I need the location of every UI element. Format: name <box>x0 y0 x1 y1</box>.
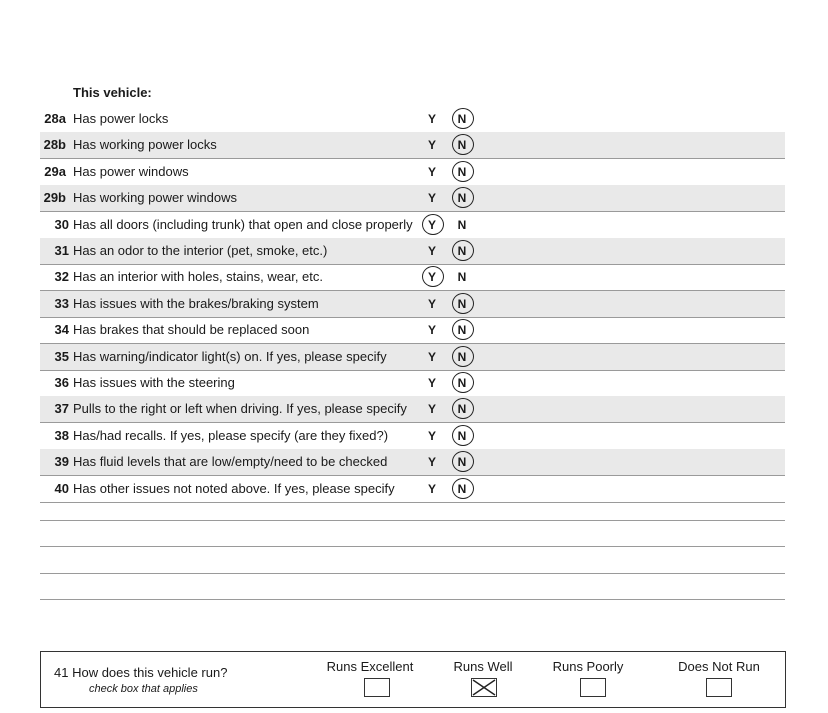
no-option[interactable] <box>451 476 473 502</box>
question-number: 37 <box>54 401 69 417</box>
option-label-runs-poorly: Runs Poorly <box>552 659 624 674</box>
no-label: N <box>457 244 467 258</box>
question-row <box>40 185 785 212</box>
no-label: N <box>457 164 467 179</box>
question-number: 31 <box>54 243 69 258</box>
question-number: 30 <box>54 216 69 232</box>
no-option[interactable] <box>451 370 473 396</box>
answer-circle-icon <box>452 425 474 446</box>
question-row <box>40 264 785 291</box>
question-number: 33 <box>54 295 69 311</box>
question-number: 38 <box>54 427 69 443</box>
answer-circle-icon <box>452 372 474 393</box>
answer-circle-icon <box>452 319 474 340</box>
no-label: N <box>457 349 467 364</box>
question-number: 34 <box>54 322 69 338</box>
question-row <box>40 106 785 133</box>
question-number: 39 <box>54 454 69 470</box>
yes-option[interactable] <box>421 212 443 238</box>
no-option[interactable] <box>451 106 473 132</box>
yes-label: Y <box>427 112 436 126</box>
yes-label: Y <box>427 428 436 443</box>
answer-circle-icon <box>452 451 474 472</box>
answer-circle-icon <box>422 214 444 235</box>
option-label-does-not-run: Does Not Run <box>678 659 760 674</box>
no-option[interactable] <box>451 344 473 370</box>
question-text: Has warning/indicator light(s) on. If yes, please specify <box>73 348 387 364</box>
yes-option[interactable] <box>421 317 443 343</box>
answer-circle-icon <box>452 187 474 208</box>
checkbox-runs-poorly[interactable] <box>580 678 606 697</box>
no-option[interactable] <box>451 238 473 264</box>
yes-option[interactable] <box>421 370 443 396</box>
question-number: 32 <box>54 269 69 285</box>
yes-label: Y <box>427 244 436 258</box>
yes-label: Y <box>427 349 436 364</box>
section-heading: This vehicle: <box>73 85 152 100</box>
question-number: 29b <box>43 190 66 206</box>
yes-option[interactable] <box>421 396 443 422</box>
no-option[interactable] <box>451 291 473 317</box>
no-option[interactable] <box>451 423 473 449</box>
yes-option[interactable] <box>421 132 443 158</box>
answer-circle-icon <box>452 134 474 155</box>
question-row <box>40 370 785 397</box>
no-option[interactable] <box>451 264 473 290</box>
yes-label: Y <box>427 376 436 390</box>
yes-option[interactable] <box>421 159 443 185</box>
question-row <box>40 291 785 318</box>
question-text: Has working power locks <box>73 137 217 153</box>
no-label: N <box>457 455 467 470</box>
question-text: Pulls to the right or left when driving. If yes, please specify <box>73 401 407 417</box>
question-row <box>40 159 785 186</box>
question-row <box>40 396 785 423</box>
answer-circle-icon <box>452 108 474 129</box>
yes-label: Y <box>427 402 436 417</box>
option-label-runs-excellent: Runs Excellent <box>326 659 414 674</box>
question-text: Has issues with the steering <box>73 375 235 390</box>
answer-circle-icon <box>452 293 474 314</box>
yes-label: Y <box>427 138 436 153</box>
question-text: Has all doors (including trunk) that open and close properly <box>73 216 413 232</box>
no-label: N <box>457 376 467 390</box>
answer-circle-icon <box>452 478 474 499</box>
yes-label: Y <box>427 164 436 179</box>
question-row <box>40 423 785 450</box>
question-text: Has an interior with holes, stains, wear, etc. <box>73 269 324 285</box>
question-number: 40 <box>54 480 69 496</box>
no-label: N <box>457 112 467 126</box>
question-row <box>40 238 785 265</box>
yes-option[interactable] <box>421 291 443 317</box>
yes-label: Y <box>427 296 436 311</box>
yes-option[interactable] <box>421 185 443 211</box>
no-label: N <box>457 323 467 338</box>
checkbox-runs-excellent[interactable] <box>364 678 390 697</box>
yes-option[interactable] <box>421 423 443 449</box>
question-row <box>40 317 785 344</box>
no-option[interactable] <box>451 449 473 475</box>
yes-option[interactable] <box>421 238 443 264</box>
blank-line[interactable] <box>40 520 785 521</box>
answer-circle-icon <box>422 266 444 287</box>
question-row <box>40 449 785 476</box>
yes-label: Y <box>427 323 436 338</box>
answer-circle-icon <box>452 161 474 182</box>
run-condition-question <box>40 651 786 708</box>
no-option[interactable] <box>451 159 473 185</box>
question-number: 36 <box>54 375 69 390</box>
checkbox-runs-well[interactable] <box>471 678 497 697</box>
question-text: Has other issues not noted above. If yes, please specify <box>73 480 395 496</box>
no-label: N <box>457 481 467 496</box>
no-option[interactable] <box>451 317 473 343</box>
question-text: Has working power windows <box>73 190 238 206</box>
yes-label: Y <box>427 217 436 232</box>
question-number: 28b <box>43 137 66 153</box>
no-label: N <box>457 191 467 206</box>
question-text: Has power windows <box>73 163 189 179</box>
yes-label: Y <box>427 191 436 206</box>
yes-option[interactable] <box>421 476 443 502</box>
question-text: Has power locks <box>73 111 169 126</box>
no-label: N <box>457 270 467 285</box>
no-label: N <box>457 428 467 443</box>
blank-line[interactable] <box>40 599 785 600</box>
option-label-runs-well: Runs Well <box>453 659 513 674</box>
x-mark-icon <box>472 679 496 696</box>
no-label: N <box>457 217 467 232</box>
answer-circle-icon <box>452 346 474 367</box>
yes-option[interactable] <box>421 344 443 370</box>
run-question-instruction: check box that applies <box>89 683 198 695</box>
no-label: N <box>457 402 467 417</box>
question-number: 35 <box>54 348 69 364</box>
blank-line[interactable] <box>40 573 785 574</box>
question-text: Has fluid levels that are low/empty/need to be checked <box>73 454 388 470</box>
question-text: Has brakes that should be replaced soon <box>73 322 310 338</box>
no-option[interactable] <box>451 396 473 422</box>
run-question-label: 41 How does this vehicle run? <box>54 665 228 680</box>
answer-circle-icon <box>452 398 474 419</box>
question-row <box>40 476 785 503</box>
no-option[interactable] <box>451 132 473 158</box>
no-label: N <box>457 296 467 311</box>
question-text: Has/had recalls. If yes, please specify (are they fixed?) <box>73 427 389 443</box>
yes-label: Y <box>427 270 436 285</box>
yes-label: Y <box>427 455 436 470</box>
yes-option[interactable] <box>421 449 443 475</box>
no-label: N <box>457 138 467 153</box>
checkbox-does-not-run[interactable] <box>706 678 732 697</box>
question-row <box>40 132 785 159</box>
answer-circle-icon <box>452 240 474 261</box>
question-number: 28a <box>44 111 66 126</box>
no-option[interactable] <box>451 212 473 238</box>
yes-option[interactable] <box>421 106 443 132</box>
blank-line[interactable] <box>40 546 785 547</box>
yes-option[interactable] <box>421 264 443 290</box>
question-row <box>40 344 785 371</box>
question-row <box>40 212 785 239</box>
yes-label: Y <box>427 481 436 496</box>
question-text: Has issues with the brakes/braking system <box>73 295 319 311</box>
question-number: 29a <box>44 163 66 179</box>
no-option[interactable] <box>451 185 473 211</box>
question-text: Has an odor to the interior (pet, smoke, etc.) <box>73 243 328 258</box>
